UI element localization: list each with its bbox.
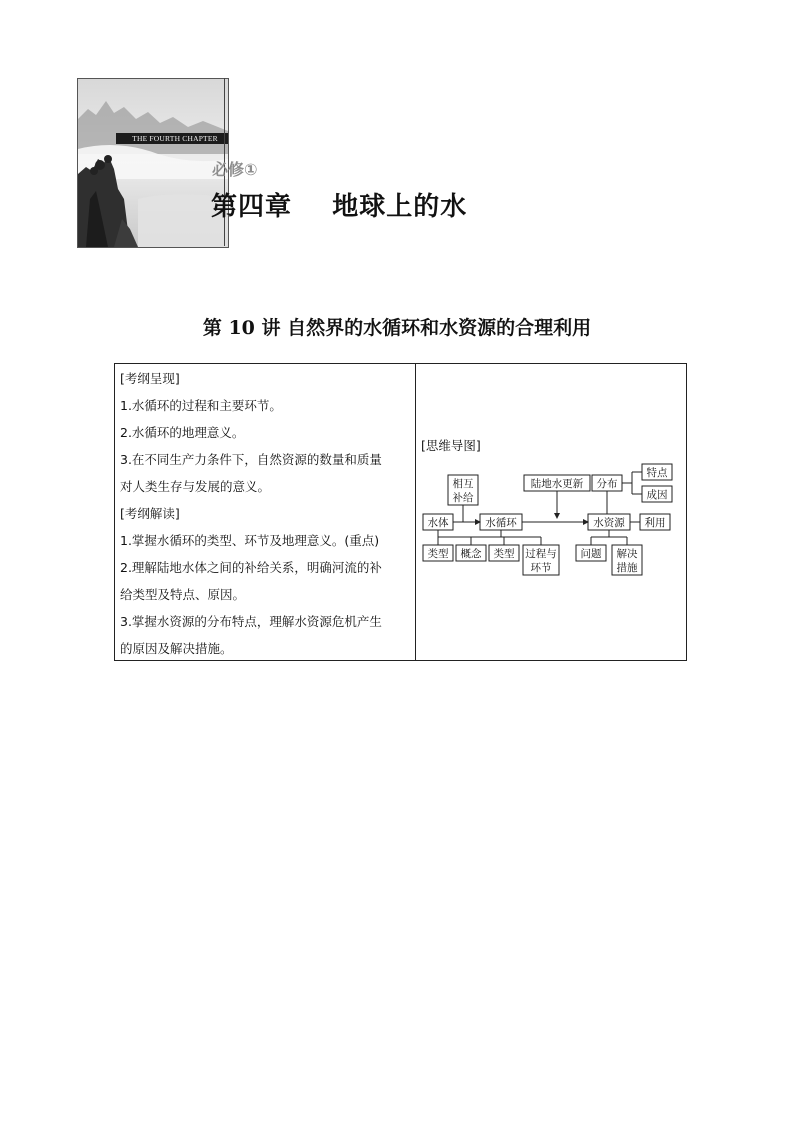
- node-types-1: 类型: [427, 548, 449, 560]
- node-concept: 概念: [460, 548, 482, 560]
- mountain-landscape-image: [78, 79, 228, 247]
- node-solution-line2: 措施: [616, 562, 638, 574]
- column-divider: [415, 364, 416, 660]
- syllabus-line: 3.掌握水资源的分布特点，理解水资源危机产生: [120, 614, 382, 629]
- chapter-band-text: THE FOURTH CHAPTER: [116, 133, 229, 144]
- syllabus-table: [114, 363, 687, 661]
- node-water-resources: 水资源: [593, 517, 625, 529]
- syllabus-line: 给类型及特点、原因。: [120, 587, 246, 602]
- syllabus-line: [考纲呈现]: [120, 371, 180, 386]
- node-land-water-renewal: 陆地水更新: [530, 478, 584, 490]
- node-process-line2: 环节: [530, 562, 552, 574]
- node-mutual-supply-line2: 补给: [452, 492, 474, 504]
- chapter-header-image: [77, 78, 229, 248]
- node-characteristics: 特点: [646, 467, 668, 479]
- syllabus-line: 3.在不同生产力条件下，自然资源的数量和质量: [120, 452, 382, 467]
- node-types-2: 类型: [493, 548, 515, 560]
- syllabus-line: [考纲解读]: [120, 506, 180, 521]
- node-problems: 问题: [580, 548, 602, 560]
- lecture-title: 第 10 讲 自然界的水循环和水资源的合理利用: [202, 317, 592, 339]
- syllabus-line: 1.掌握水循环的类型、环节及地理意义。(重点): [120, 533, 380, 548]
- syllabus-line: 对人类生存与发展的意义。: [120, 479, 271, 494]
- syllabus-line: 的原因及解决措施。: [120, 641, 233, 656]
- node-solution-line1: 解决: [616, 548, 638, 560]
- node-causes: 成因: [646, 489, 668, 501]
- node-utilization: 利用: [644, 517, 666, 529]
- chapter-title: 第四章 地球上的水: [211, 192, 468, 222]
- node-distribution: 分布: [596, 478, 618, 490]
- mindmap-label: [思维导图]: [421, 438, 481, 453]
- syllabus-line: 2.理解陆地水体之间的补给关系，明确河流的补: [120, 560, 382, 575]
- syllabus-line: 2.水循环的地理意义。: [120, 425, 245, 440]
- node-mutual-supply-line1: 相互: [452, 478, 474, 490]
- mindmap-diagram: [420, 459, 688, 579]
- node-water-body: 水体: [427, 517, 449, 529]
- node-water-cycle: 水循环: [485, 517, 517, 529]
- course-label: 必修①: [212, 160, 258, 179]
- syllabus-line: 1.水循环的过程和主要环节。: [120, 398, 282, 413]
- syllabus-text: [120, 365, 412, 662]
- node-process-line1: 过程与: [525, 548, 557, 560]
